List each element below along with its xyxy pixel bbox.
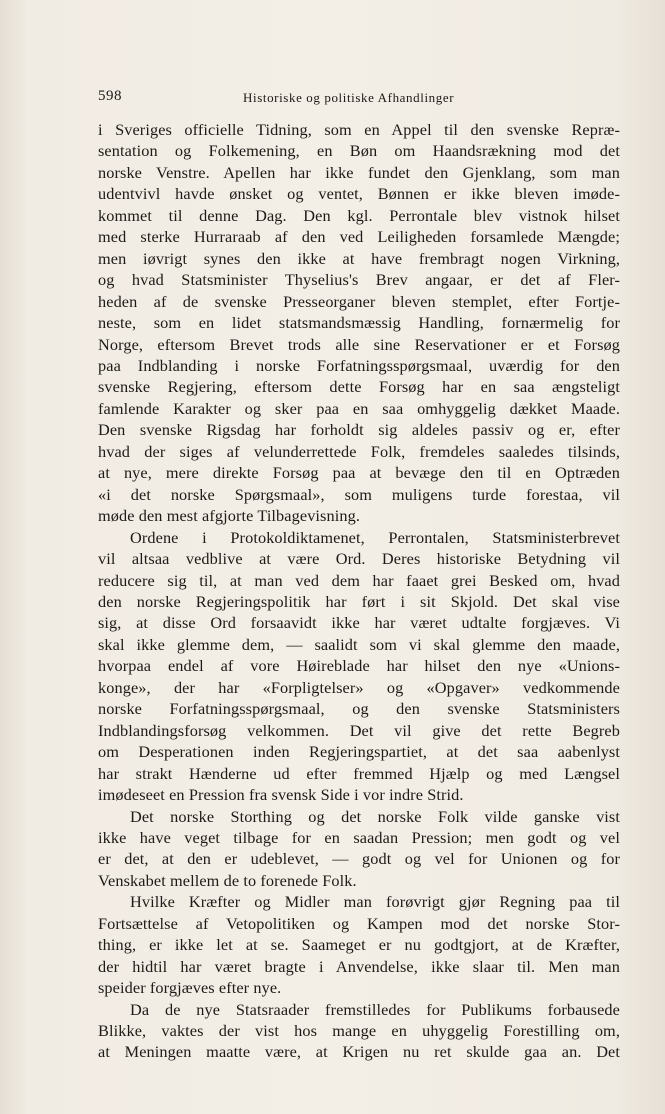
text-line: svenske Regjering, eftersom dette Forsøg har en saa ængsteligt (98, 377, 620, 397)
text-line: at Meningen maatte være, at Krigen nu ret skulde gaa an. Det (98, 1042, 620, 1062)
text-line: Den svenske Rigsdag har forholdt sig aldeles passiv og er, efter (98, 420, 620, 440)
text-line: om Desperationen inden Regjeringspartiet, at det saa aabenlyst (98, 742, 620, 762)
text-line: er det, at den er udeblevet, — godt og vel for Unionen og for (98, 849, 620, 869)
text-line: skal ikke glemme dem, — saalidt som vi skal glemme den maade, (98, 634, 620, 654)
text-line: neste, som en lidet statsmandsmæssig Handling, fornærmelig for (98, 313, 620, 333)
text-line: vil altsaa vedblive at være Ord. Deres historiske Betydning vil (98, 549, 620, 569)
paragraph (98, 999, 620, 1063)
text-line: at nye, mere direkte Forsøg paa at bevæge den til en Optræden (98, 463, 620, 483)
text-line: Norge, eftersom Brevet trods alle sine Reservationer er et Forsøg (98, 334, 620, 354)
text-line: sentation og Folkemening, en Bøn om Haandsrækning mod det (98, 141, 620, 161)
text-line: thing, er ikke let at se. Saameget er nu godtgjort, at de Kræfter, (98, 935, 620, 955)
text-line: møde den mest afgjorte Tilbagevisning. (98, 506, 361, 526)
text-line: famlende Karakter og sker paa en saa omhyggelig dækket Maade. (98, 398, 620, 418)
text-line: kommet til denne Dag. Den kgl. Perrontale blev vistnok hilset (98, 205, 620, 225)
text-line: norske Venstre. Apellen har ikke fundet den Gjenklang, som man (98, 162, 620, 182)
paragraph (98, 891, 620, 998)
text-line: speider forgjæves efter nye. (98, 978, 282, 998)
text-line: norske Forfatningsspørgsmaal, og den svenske Statsministers (98, 699, 620, 719)
text-line: hvorpaa endel af vore Høireblade har hilset den nye «Unions- (98, 656, 620, 676)
text-line: paa Indblanding i norske Forfatningsspørgsmaal, uværdig for den (98, 355, 620, 375)
text-line: har strakt Hænderne ud efter fremmed Hjælp og med Længsel (98, 763, 620, 783)
paragraph (98, 527, 620, 806)
text-line: i Sveriges officielle Tidning, som en Appel til den svenske Repræ- (98, 120, 620, 139)
text-line: der hidtil har været bragte i Anvendelse, ikke slaar til. Men man (98, 956, 620, 976)
text-line: og hvad Statsminister Thyselius's Brev angaar, er det af Fler- (98, 270, 620, 290)
text-line: udentvivl havde ønsket og ventet, Bønnen er ikke bleven imøde- (98, 184, 620, 204)
body-text (98, 119, 620, 1063)
text-line: Blikke, vaktes der vist hos mange en uhyggelig Forestilling om, (98, 1021, 620, 1041)
text-line: «i det norske Spørgsmaal», som muligens turde forestaa, vil (98, 484, 620, 504)
text-line: heden af de svenske Presseorganer bleven stemplet, efter Fortje- (98, 291, 620, 311)
page-number: 598 (98, 88, 122, 104)
text-line: Fortsættelse af Vetopolitiken og Kampen mod det norske Stor- (98, 913, 620, 933)
text-line: med sterke Hurraraab af den ved Leiligheden forsamlede Mængde; (98, 227, 620, 247)
paragraph (98, 806, 620, 892)
text-line: Ordene i Protokoldiktamenet, Perrontalen, Statsministerbrevet (130, 527, 620, 547)
text-line: Indblandingsforsøg velkommen. Det vil give det rette Begreb (98, 720, 620, 740)
text-line: hvad der siges af velunderrettede Folk, fremdeles saaledes tilsinds, (98, 441, 620, 461)
paragraph (98, 119, 620, 527)
page-header (98, 88, 620, 110)
text-line: Hvilke Kræfter og Midler man forøvrigt gjør Regning paa til (130, 892, 620, 912)
text-line: Venskabet mellem de to forenede Folk. (98, 870, 357, 890)
text-line: men iøvrigt synes den ikke at have frembragt nogen Virkning, (98, 248, 620, 268)
text-line: ikke have veget tilbage for en saadan Pression; men godt og vel (98, 827, 620, 847)
text-line: sig, at disse Ord forsaavidt ikke har været udtalte forgjæves. Vi (98, 613, 620, 633)
text-line: konge», der har «Forpligtelser» og «Opgaver» vedkommende (98, 677, 620, 697)
text-line: reducere sig til, at man ved dem har faaet grei Besked om, hvad (98, 570, 620, 590)
text-line: imødeseet en Pression fra svensk Side i vor indre Strid. (98, 785, 464, 805)
text-line: den norske Regjeringspolitik har ført i sit Skjold. Det skal vise (98, 591, 620, 611)
text-line: Da de nye Statsraader fremstilledes for Publikums forbausede (130, 999, 620, 1019)
text-line: Det norske Storthing og det norske Folk vilde ganske vist (130, 806, 620, 826)
running-title: Historiske og politiske Afhandlinger (243, 90, 455, 105)
